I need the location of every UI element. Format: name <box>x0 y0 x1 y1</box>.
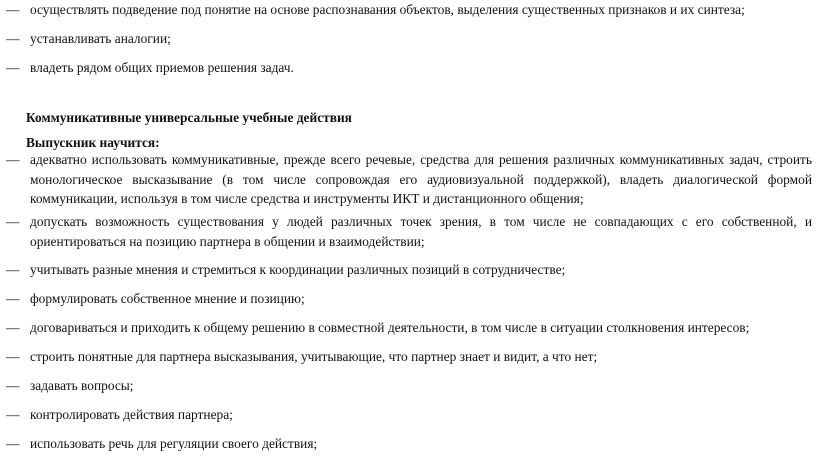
list-item-text: контролировать действия партнера; <box>30 407 233 422</box>
dash-bullet: — <box>6 407 20 422</box>
list-item-text: договариваться и приходить к общему решению в совместной деятельности, в том числе в ситуации столкновения интересов; <box>30 320 750 335</box>
list-item <box>6 347 812 367</box>
list-item <box>6 58 812 78</box>
list-item-text: формулировать собственное мнение и позицию; <box>30 291 305 306</box>
dash-bullet: — <box>6 60 20 75</box>
dash-bullet: — <box>6 291 20 306</box>
list-item-text: задавать вопросы; <box>30 378 134 393</box>
dash-bullet: — <box>6 378 20 393</box>
dash-bullet: — <box>6 152 20 167</box>
subsection-title: Выпускник научится: <box>26 135 160 150</box>
dash-bullet: — <box>6 214 20 229</box>
list-item <box>6 405 812 425</box>
section-title: Коммуникативные универсальные учебные действия <box>26 110 352 125</box>
dash-bullet: — <box>6 31 20 46</box>
dash-bullet: — <box>6 349 20 364</box>
list-item-text: устанавливать аналогии; <box>30 31 171 46</box>
dash-bullet: — <box>6 2 20 17</box>
list-item-text: допускать возможность существования у людей различных точек зрения, в том числе не совпадающих с его собственной, и ориентироваться на позицию партнера в общении и взаимодействии; <box>30 214 812 249</box>
list-item-text: владеть рядом общих приемов решения задач. <box>30 60 294 75</box>
list-item <box>6 376 812 396</box>
list-item <box>6 434 812 454</box>
list-item-text: осуществлять подведение под понятие на основе распознавания объектов, выделения существенных признаков и их синтеза; <box>30 2 745 17</box>
dash-bullet: — <box>6 436 20 451</box>
list-item <box>6 260 812 280</box>
dash-bullet: — <box>6 262 20 277</box>
list-item-text: использовать речь для регуляции своего действия; <box>30 436 318 451</box>
list-item <box>6 150 812 209</box>
list-item <box>6 0 812 20</box>
dash-bullet: — <box>6 320 20 335</box>
list-item <box>6 212 812 251</box>
list-item-text: строить понятные для партнера высказывания, учитывающие, что партнер знает и видит, а что нет; <box>30 349 598 364</box>
list-item-text: учитывать разные мнения и стремиться к координации различных позиций в сотрудничестве; <box>30 262 566 277</box>
list-item <box>6 289 812 309</box>
list-item <box>6 29 812 49</box>
list-item-text: адекватно использовать коммуникативные, прежде всего речевые, средства для решения различных коммуникативных задач, строить монологическое высказывание (в том числе сопровождая его аудиовизуальной поддержкой), владеть диалогической формой коммуникации, используя в том числе средства и инструменты ИКТ и дистанционного общения; <box>30 152 812 206</box>
list-item <box>6 318 812 338</box>
